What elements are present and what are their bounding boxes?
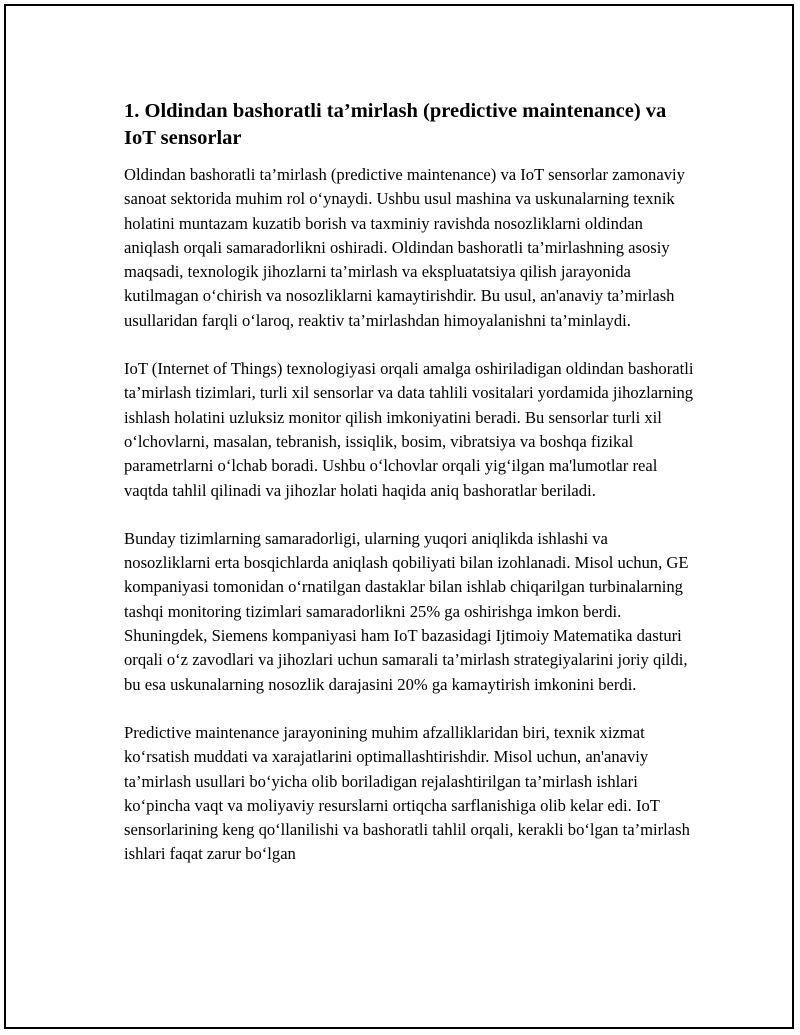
document-body — [124, 98, 694, 891]
page-frame — [4, 4, 794, 1029]
paragraph-4: Predictive maintenance jarayonining muhim afzalliklaridan biri, texnik xizmat ko‘rsatish muddati va xarajatlarini optimallashtirishdir. Misol uchun, an'anaviy ta’mirlash usullari bo‘yicha olib boriladigan rejalashtirilgan ta’mirlash ishlari ko‘pincha vaqt va moliyaviy resurslarni ortiqcha sarflanishiga olib kelar edi. IoT sensorlarining keng qo‘llanilishi va bashoratli tahlil orqali, kerakli bo‘lgan ta’mirlash ishlari faqat zarur bo‘lgan — [124, 722, 690, 864]
paragraph-2: IoT (Internet of Things) texnologiyasi orqali amalga oshiriladigan oldindan bashoratli ta’mirlash tizimlari, turli xil sensorlar va data tahlili vositalari yordamida jihozlarning ishlash holatini uzluksiz monitor qilish imkoniyatini beradi. Bu sensorlar turli xil o‘lchovlarni, masalan, tebranish, issiqlik, bosim, vibratsiya va boshqa fizikal parametrlarni o‘lchab boradi. Ushbu o‘lchovlar orqali yig‘ilgan ma'lumotlar real vaqtda tahlil qilinadi va jihozlar holati haqida aniq bashoratlar beriladi. — [124, 359, 694, 500]
paragraph-3: Bunday tizimlarning samaradorligi, ularning yuqori aniqlikda ishlashi va nosozliklarni erta bosqichlarda aniqlash qobiliyati bilan izohlanadi. Misol uchun, GE kompaniyasi tomonidan o‘rnatilgan dastaklar bilan ishlab chiqarilgan turbinalarning tashqi monitoring tizimlari samaradorlikni 25% ga oshirishga imkon berdi. Shuningdek, Siemens kompaniyasi ham IoT bazasidagi Ijtimoiy Matematika dasturi orqali o‘z zavodlari va jihozlari uchun samarali ta’mirlash strategiyalarini joriy qildi, bu esa uskunalarning nosozlik darajasini 20% ga kamaytirish imkonini berdi. — [124, 528, 689, 694]
paragraph-1: Oldindan bashoratli ta’mirlash (predictive maintenance) va IoT sensorlar zamonaviy sanoat sektorida muhim rol o‘ynaydi. Ushbu usul mashina va uskunalarning texnik holatini muntazam kuzatib borish va taxminiy ravishda nosozliklarni oldindan aniqlash orqali samaradorlikni oshiradi. Oldindan bashoratli ta’mirlashning asosiy maqsadi, texnologik jihozlarni ta’mirlash va ekspluatatsiya qilish jarayonida kutilmagan o‘chirish va nosozliklarni kamaytirishdir. Bu usul, an'anaviy ta’mirlash usullaridan farqli o‘laroq, reaktiv ta’mirlashdan himoyalanishni ta’minlaydi. — [124, 165, 685, 330]
section-heading: 1. Oldindan bashoratli ta’mirlash (predictive maintenance) va IoT sensorlar — [124, 100, 667, 149]
